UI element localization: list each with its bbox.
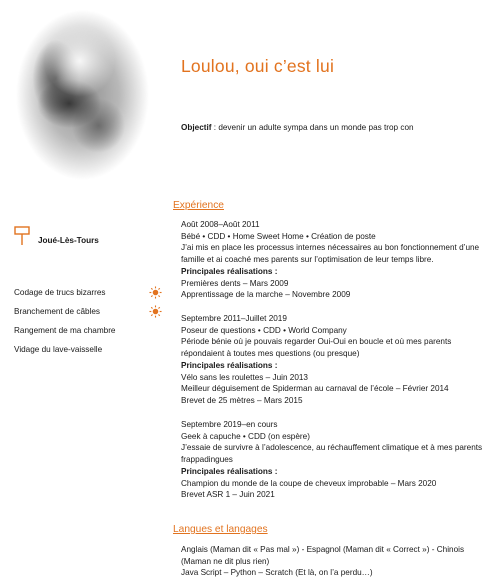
skills-list <box>14 283 162 359</box>
languages-line: Java Script – Python – Scratch (Et là, on l’a perdu…) <box>181 568 373 578</box>
achievements-label: Principales réalisations : <box>181 360 278 370</box>
job-period: Août 2008–Août 2011 <box>181 220 260 229</box>
sun-icon <box>149 305 162 318</box>
skill-item <box>14 302 162 321</box>
experience-heading: Expérience <box>173 200 224 211</box>
signpost-icon <box>14 226 30 246</box>
achievement: Apprentissage de la marche – Novembre 2009 <box>181 290 351 300</box>
achievement: Premières dents – Mars 2009 <box>181 278 289 288</box>
skill-label: Vidage du lave-vaisselle <box>14 345 103 354</box>
experience-entry <box>181 313 486 407</box>
achievement: Vélo sans les roulettes – Juin 2013 <box>181 372 308 382</box>
skill-item <box>14 321 162 340</box>
job-role: Bébé • CDD • Home Sweet Home • Création de poste <box>181 231 376 241</box>
objective-separator: : <box>211 123 219 132</box>
achievement: Brevet de 25 mètres – Mars 2015 <box>181 395 303 405</box>
achievement: Champion du monde de la coupe de cheveux improbable – Mars 2020 <box>181 478 437 488</box>
moon-icon <box>149 324 162 337</box>
job-description: J’essaie de survivre à l’adolescence, au réchauffement climatique et à mes parents frappadingues <box>181 443 483 465</box>
languages-heading: Langues et langages <box>173 524 268 535</box>
job-period: Septembre 2019–en cours <box>181 420 278 429</box>
objective-text: devenir un adulte sympa dans un monde pas trop con <box>218 123 414 132</box>
achievements-label: Principales réalisations : <box>181 266 278 276</box>
page-title: Loulou, oui c’est lui <box>181 56 335 76</box>
experience-entry <box>181 419 486 501</box>
job-description: Période bénie où je pouvais regarder Oui-Oui en boucle et où mes parents répondaient à toutes mes questions (ou presque) <box>181 337 452 359</box>
skill-label: Rangement de ma chambre <box>14 326 116 335</box>
job-period: Septembre 2011–Juillet 2019 <box>181 314 287 323</box>
skill-item <box>14 283 162 302</box>
job-role: Poseur de questions • CDD • World Company <box>181 325 347 335</box>
skill-label: Branchement de câbles <box>14 307 101 316</box>
job-description: J’ai mis en place les processus internes nécessaires au bon fonctionnement d’une famille et ai coaché mes parents sur l’optimisation de leur temps libre. <box>181 243 480 265</box>
job-role: Geek à capuche • CDD (on espère) <box>181 431 310 441</box>
achievement: Brevet ASR 1 – Juin 2021 <box>181 490 275 500</box>
achievement: Meilleur déguisement de Spiderman au carnaval de l’école – Février 2014 <box>181 384 449 394</box>
languages-line: Anglais (Maman dit « Pas mal ») - Espagnol (Maman dit « Correct ») - Chinois (Maman ne dit plus rien) <box>181 545 465 566</box>
objective-label: Objectif <box>181 123 212 132</box>
skill-label: Codage de trucs bizarres <box>14 288 106 297</box>
location-label: Joué-Lès-Tours <box>38 236 99 245</box>
profile-photo <box>16 10 149 180</box>
achievements-label: Principales réalisations : <box>181 466 278 476</box>
objective <box>181 123 414 132</box>
sun-icon <box>149 286 162 299</box>
languages-content <box>181 544 486 579</box>
location <box>14 226 99 246</box>
skill-item <box>14 340 162 359</box>
moon-icon <box>149 343 162 356</box>
experience-entry <box>181 219 486 301</box>
